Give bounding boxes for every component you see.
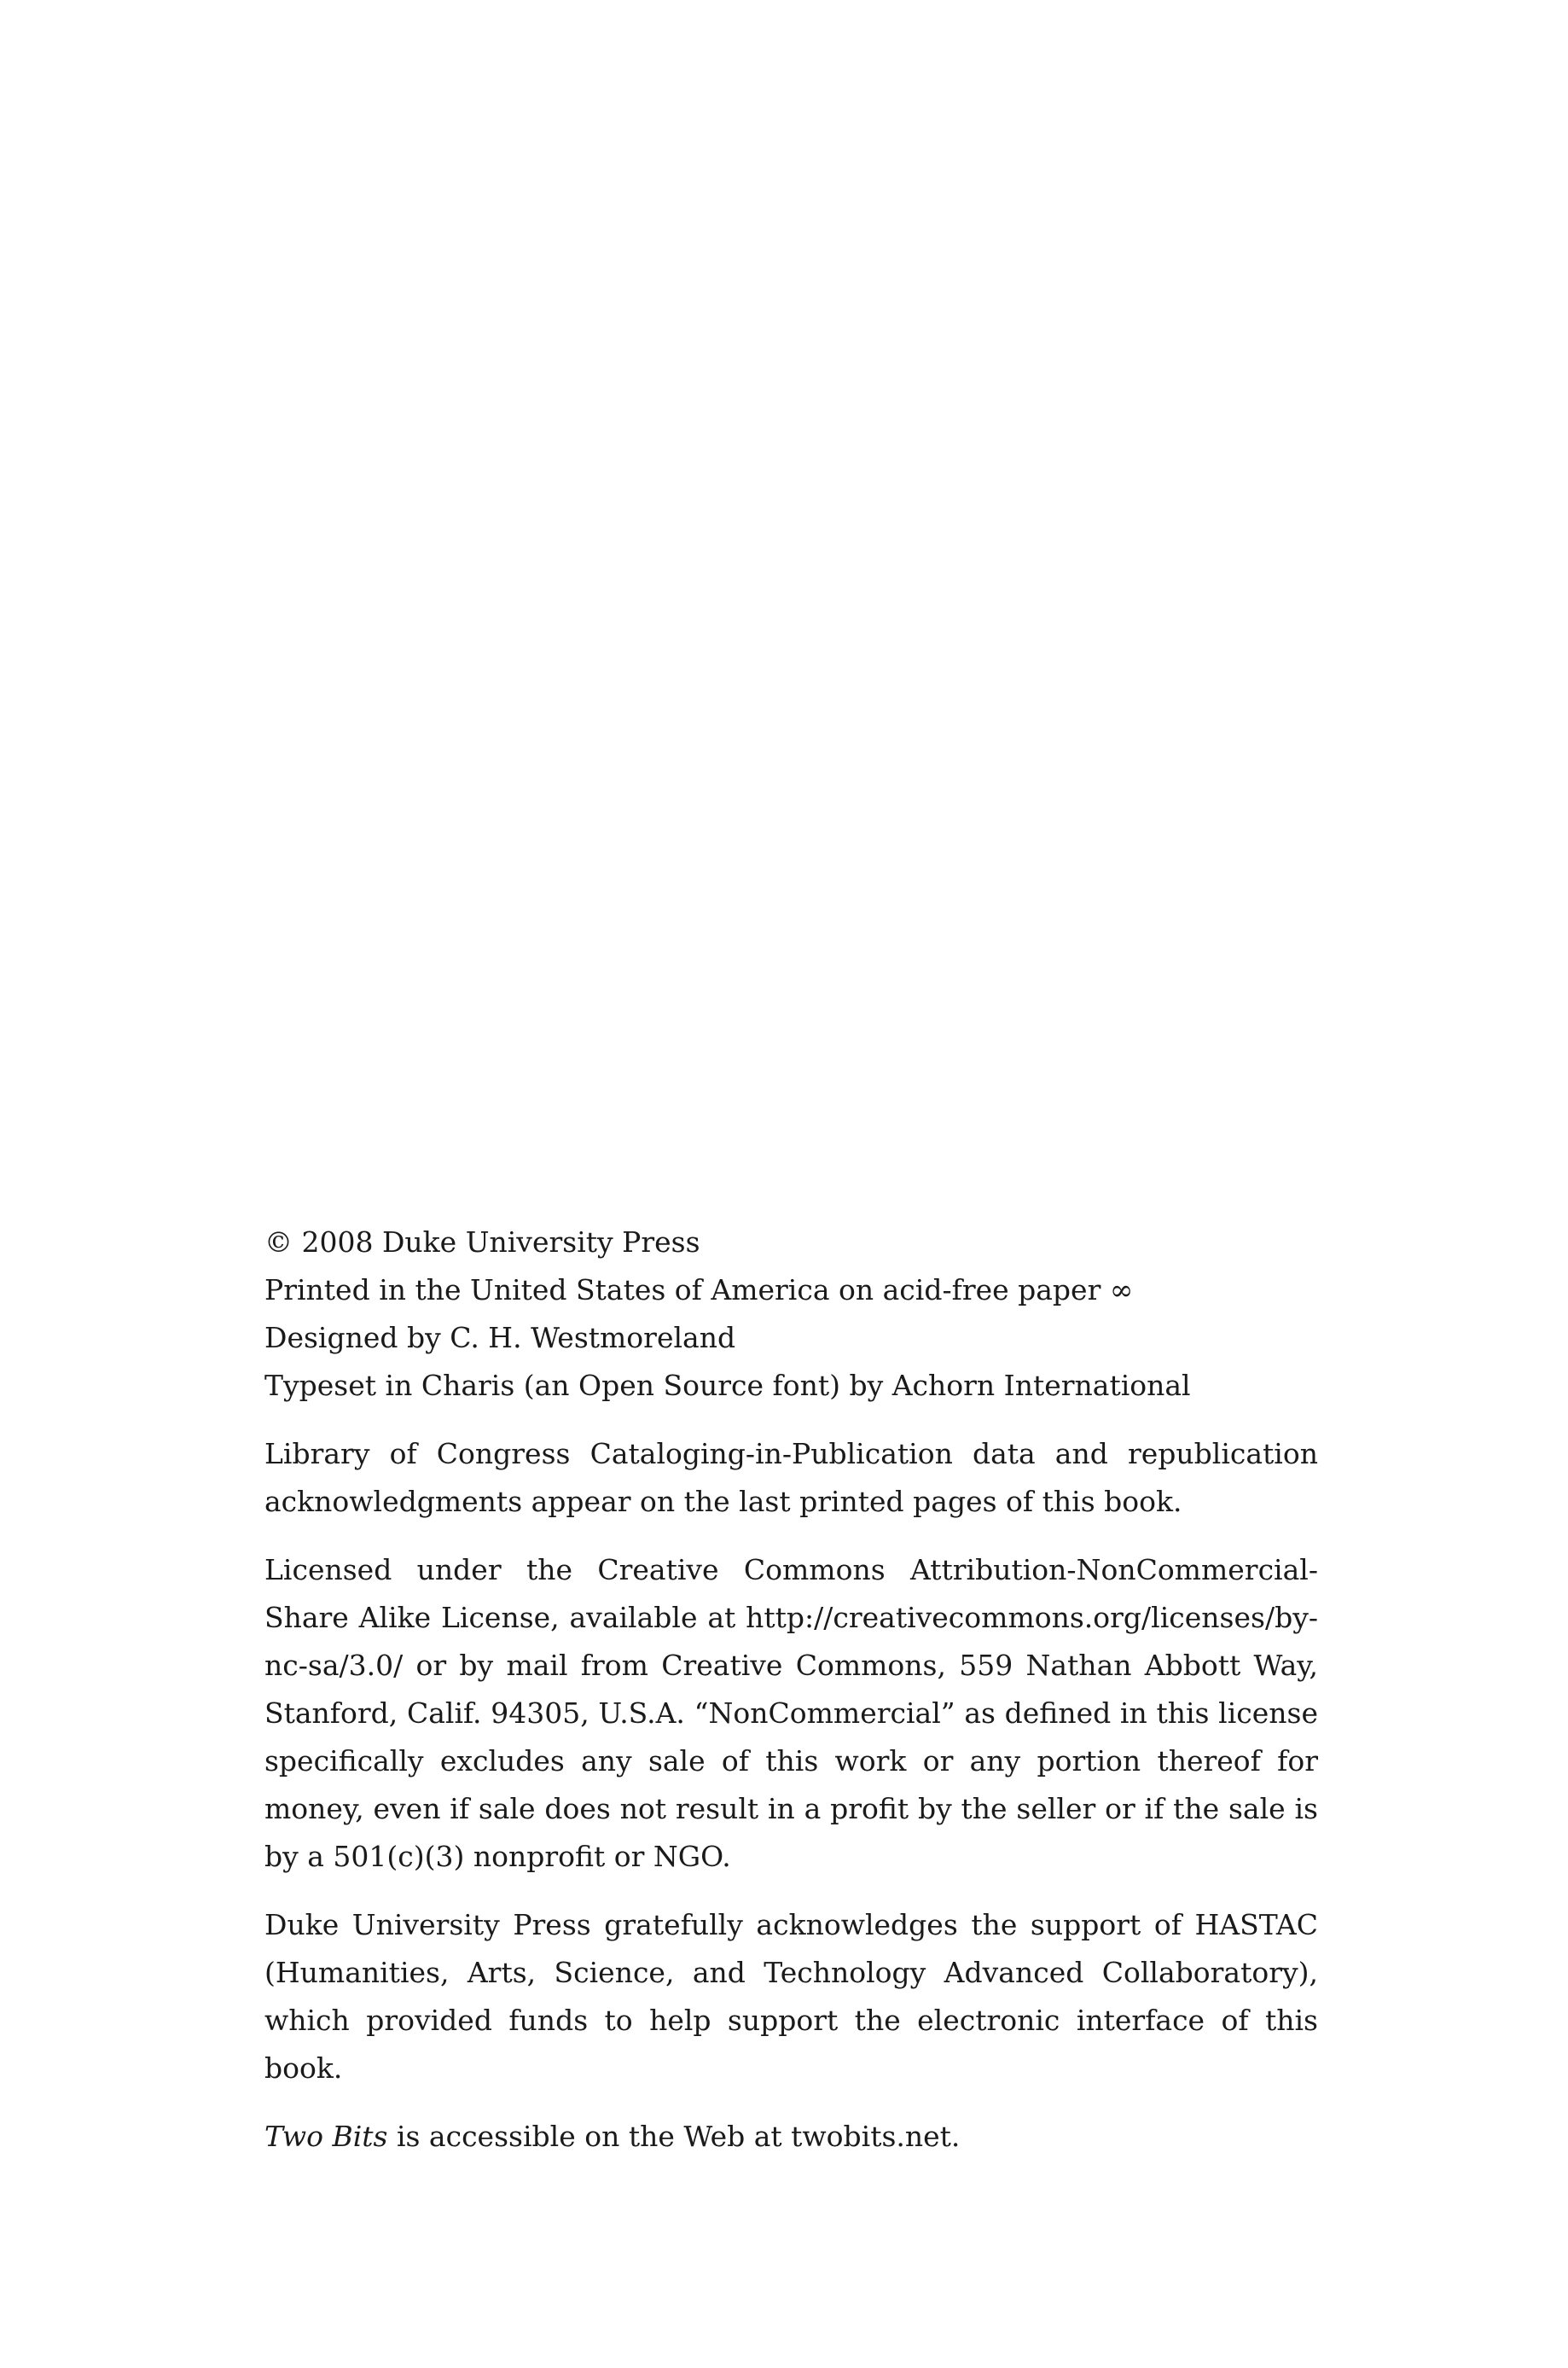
copyright-line: © 2008 Duke University Press xyxy=(264,1225,700,1259)
printed-line: Printed in the United States of America on acid-free paper ∞ xyxy=(264,1273,1134,1306)
web-availability-text: is accessible on the Web at twobits.net. xyxy=(387,2120,961,2153)
designer-line: Designed by C. H. Westmoreland xyxy=(264,1321,736,1354)
copyright-page-block xyxy=(264,1219,1318,2161)
book-title: Two Bits xyxy=(264,2120,388,2153)
web-availability-line xyxy=(264,2113,1318,2161)
cip-paragraph: Library of Congress Cataloging-in-Publication data and republication acknowledgments appear on the last printed pages of this book. xyxy=(264,1437,1318,1518)
typeset-line: Typeset in Charis (an Open Source font) by Achorn International xyxy=(264,1369,1191,1402)
hastac-paragraph: Duke University Press gratefully acknowledges the support of HASTAC (Humanities, Arts, Science, and Technology Advanced Collaboratory), which provided funds to help support the electronic interface of this book. xyxy=(264,1908,1318,2085)
license-paragraph: Licensed under the Creative Commons Attribution-NonCommercial-Share Alike License, available at http://creativecommons.org/licenses/by-nc-sa/3.0/ or by mail from Creative Commons, 559 Nathan Abbott Way, Stanford, Calif. 94305, U.S.A. “NonCommercial” as defined in this license specifically excludes any sale of this work or any portion thereof for money, even if sale does not result in a profit by the seller or if the sale is by a 501(c)(3) nonprofit or NGO. xyxy=(264,1553,1318,1873)
